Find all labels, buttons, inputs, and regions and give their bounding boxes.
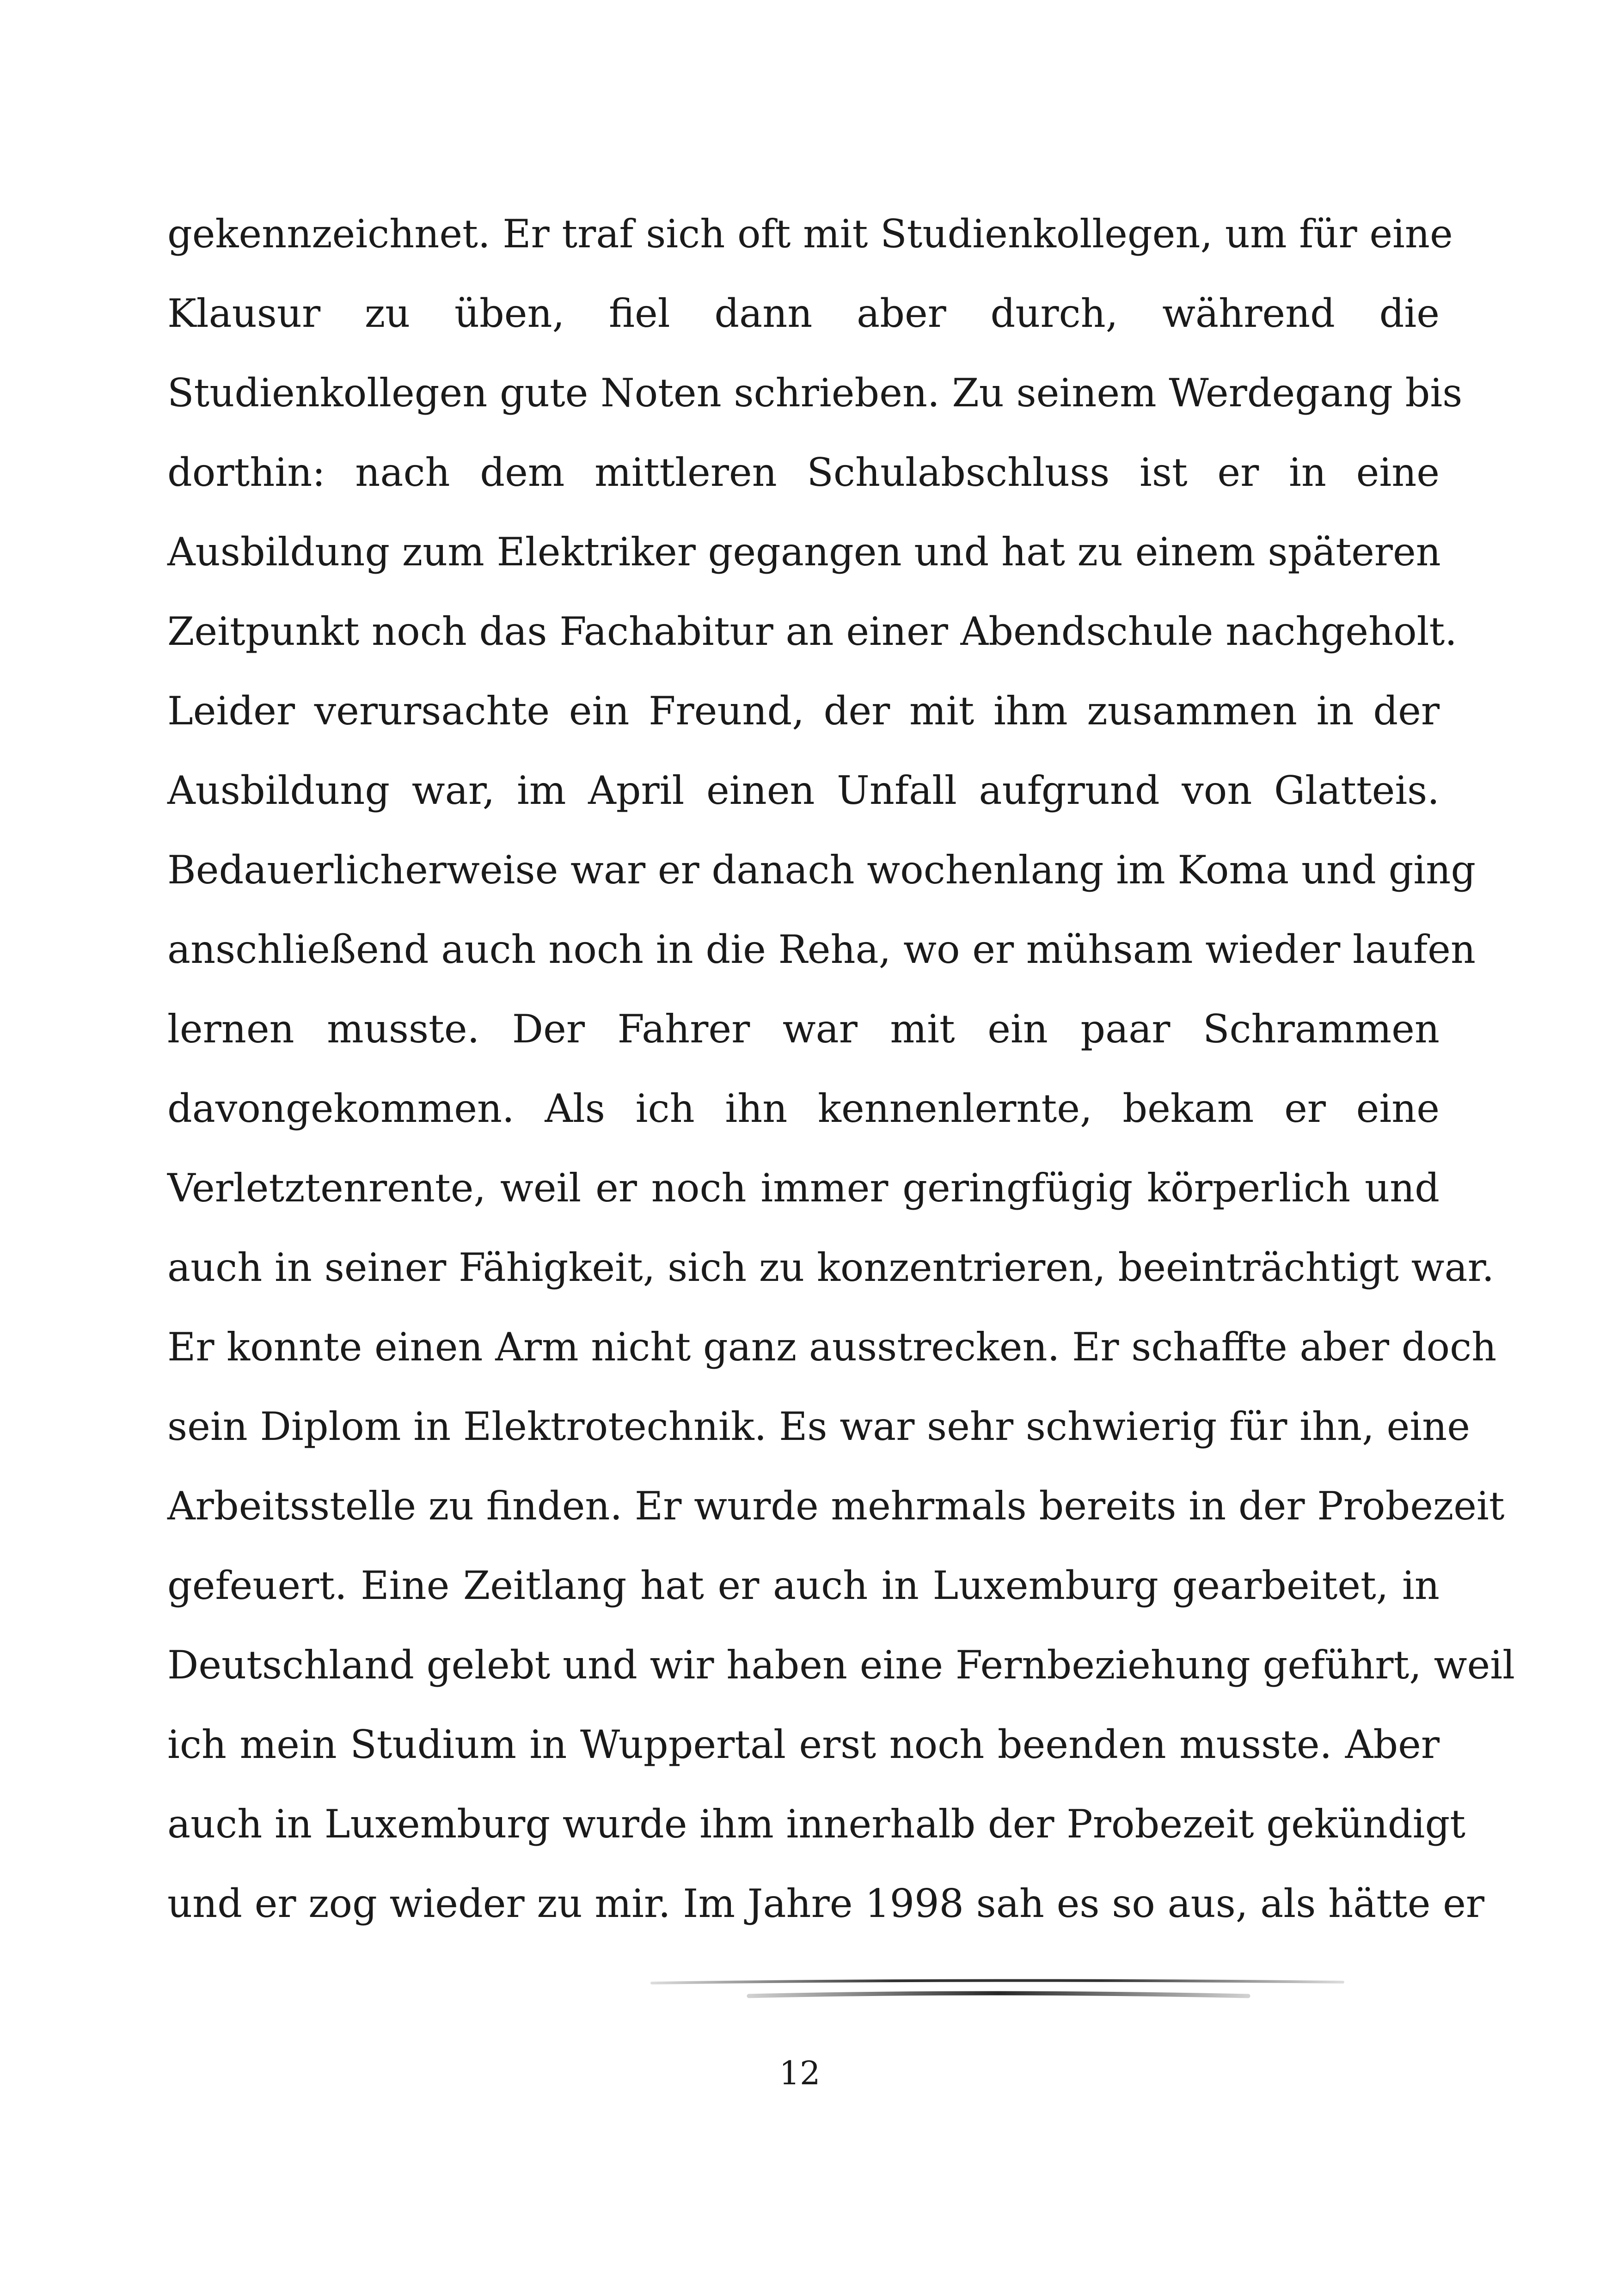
text-line: gekennzeichnet. Er traf sich oft mit Studienkollegen, um für eine	[167, 211, 1453, 257]
text-line: und er zog wieder zu mir. Im Jahre 1998 sah es so aus, als hätte er	[167, 1881, 1484, 1926]
text-line: Zeitpunkt noch das Fachabitur an einer Abendschule nachgeholt.	[167, 609, 1458, 654]
page-number: 12	[779, 2054, 821, 2092]
text-line: Klausur zu üben, fiel dann aber durch, während die	[167, 291, 1440, 336]
text-line: Studienkollegen gute Noten schrieben. Zu seinem Werdegang bis	[167, 370, 1463, 416]
text-line: Bedauerlicherweise war er danach wochenlang im Koma und ging	[167, 847, 1476, 893]
text-line: auch in Luxemburg wurde ihm innerhalb der Probezeit gekündigt	[167, 1801, 1466, 1847]
text-line: Leider verursachte ein Freund, der mit ihm zusammen in der	[167, 688, 1440, 734]
text-line: dorthin: nach dem mittleren Schulabschluss ist er in eine	[167, 450, 1440, 495]
text-line: davongekommen. Als ich ihn kennenlernte, bekam er eine	[167, 1086, 1440, 1131]
text-line: Ausbildung war, im April einen Unfall aufgrund von Glatteis.	[167, 768, 1440, 813]
text-line: gefeuert. Eine Zeitlang hat er auch in Luxemburg gearbeitet, in	[167, 1563, 1440, 1608]
text-line: sein Diplom in Elektrotechnik. Es war sehr schwierig für ihn, eine	[167, 1404, 1470, 1449]
text-line: auch in seiner Fähigkeit, sich zu konzentrieren, beeinträchtigt war.	[167, 1245, 1495, 1290]
text-line: lernen musste. Der Fahrer war mit ein paar Schrammen	[167, 1006, 1440, 1052]
text-line: anschließend auch noch in die Reha, wo er mühsam wieder laufen	[167, 927, 1476, 972]
text-line: Deutschland gelebt und wir haben eine Fernbeziehung geführt, weil	[167, 1642, 1515, 1688]
text-line: Er konnte einen Arm nicht ganz ausstrecken. Er schaffte aber doch	[167, 1324, 1497, 1370]
text-line: Arbeitsstelle zu finden. Er wurde mehrmals bereits in der Probezeit	[167, 1483, 1505, 1529]
text-line: Ausbildung zum Elektriker gegangen und hat zu einem späteren	[167, 529, 1441, 575]
text-line: Verletztenrente, weil er noch immer geringfügig körperlich und	[167, 1165, 1440, 1211]
text-line: ich mein Studium in Wuppertal erst noch beenden musste. Aber	[167, 1722, 1440, 1767]
